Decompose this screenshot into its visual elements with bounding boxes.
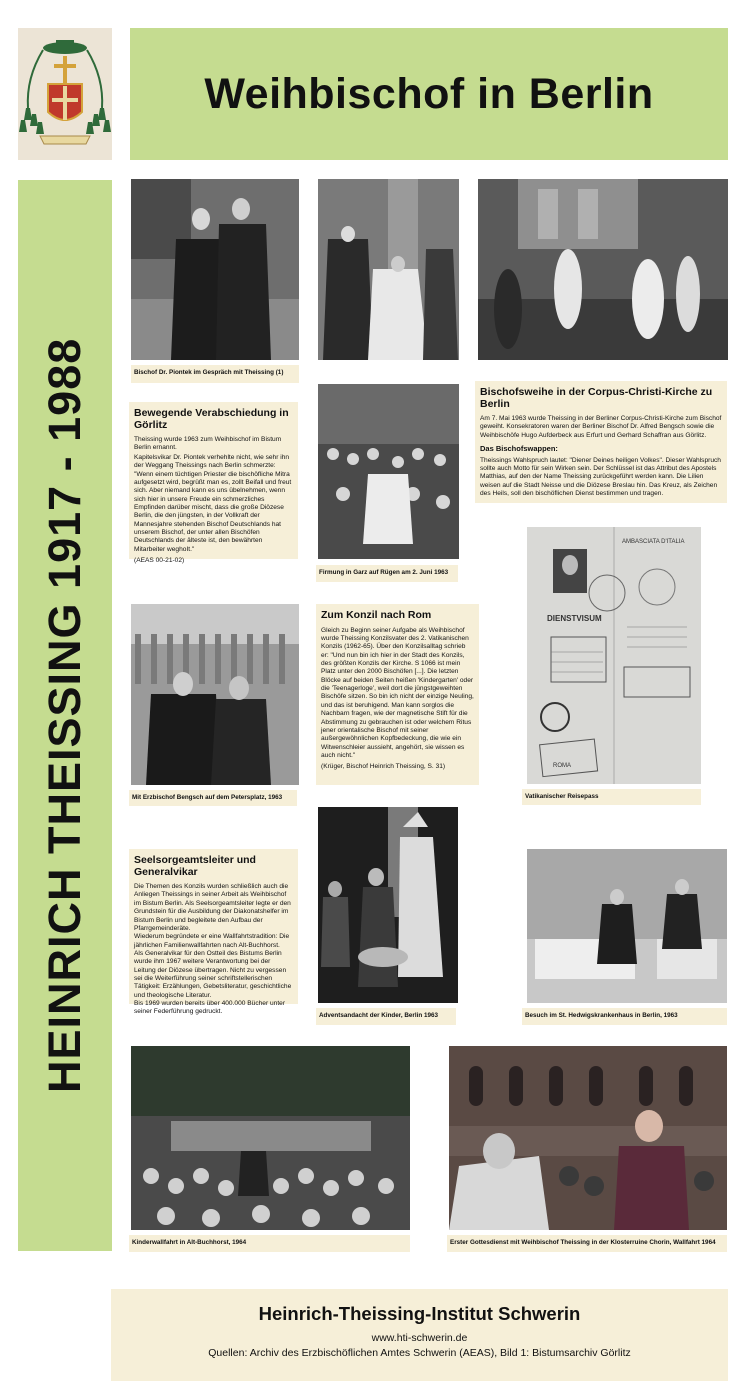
caption-1: Bischof Dr. Piontek im Gespräch mit Theissing (1) (131, 365, 299, 383)
paragraph: Gleich zu Beginn seiner Aufgabe als Weihbischof wurde Theissing Konzilsvater des 2. Vatikanischen Konzils (1962-65). Über den Konzilsalltag schrieb er: "Und nun bin ich hier in der Stadt des Konzils, des größten Konzils der Kirche. S 1066 ist mein Platz unter den 2000 Bischöfen [...]. Die letzten Blöcke auf beiden Seiten heißen 'Kindergarten' oder die 'Teenagerloge', weil dort die jüngstgeweihten Bischöfe sitzen. So bin ich nicht der einzige Neuling, und das ist beruhigend. Man kann sorglos die Nachbarn fragen, wie der magnetische Stift für die Abstimmung zu gebrauchen ist oder welchem Ritus jener orientalische Bischof mit seiner außergewöhnlichen Kopfbedeckung, die wie ein Witwenschleier aussieht, angehört, sie wissen es auch nicht." (321, 626, 474, 759)
text-seelsorge (129, 849, 298, 1016)
photo-klosterruine-chorin (449, 1046, 727, 1230)
footer (111, 1289, 728, 1381)
header-banner (130, 28, 728, 160)
passport-stamp-text: ROMA (553, 763, 571, 769)
footer-sources: Quellen: Archiv des Erzbischöflichen Amtes Schwerin (AEAS), Bild 1: Bistumsarchiv Görlitz (208, 1347, 631, 1359)
sidebar-vertical-title: HEINRICH THEISSING 1917 - 1988 (18, 180, 112, 1251)
page-title: Weihbischof in Berlin (204, 69, 654, 118)
source-note: (AEAS 00-21-02) (134, 557, 185, 565)
caption-3: Mit Erzbischof Bengsch auf dem Petersplatz, 1963 (129, 790, 297, 806)
photo-piontek-theissing (131, 179, 299, 360)
passport-header-text: AMBASCIATA D'ITALIA (622, 539, 685, 545)
text-verabschiedung (129, 402, 298, 565)
passport-visa-text: DIENSTVISUM (547, 614, 602, 623)
paragraph: Theissings Wahlspruch lautet: "Diener Deines heiligen Volkes". Dieser Wahlspruch sollte auch Motto für sein Wirken sein. Der Schlüssel ist das Attribut des Apostels Matthias, auf den der Name Theissing zurückgeführt werden kann. Die Lilien weisen auf die Stadt Neisse und die Diözese Breslau hin. Das Kreuz, als Zeichen des Heils, soll den bischöflichen Dienst bestimmen und tragen. (480, 456, 721, 498)
footer-url[interactable]: www.hti-schwerin.de (371, 1332, 468, 1344)
photo-consecration-church (478, 179, 728, 360)
paragraph: Wiederum begründete er eine Wallfahrtstradition: Die jährlichen Familienwallfahrten nach Alt-Buchhorst. (134, 933, 290, 949)
text-konzil (316, 604, 479, 785)
heading-konzil: Zum Konzil nach Rom (321, 609, 432, 621)
paragraph: Die Themen des Konzils wurden schließlich auch die Anliegen Theissings in seiner Arbeit als Weihbischof im Bistum Berlin. Als Seelsorgeamtsleiter legte er den Grundstein für die Ausbildung der Diakonatshelfer im Bistum Berlin und begleitete den Aufbau der Pfarrgemeinderäte. (134, 883, 291, 932)
source-note: (Krüger, Bischof Heinrich Theissing, S. 31) (321, 763, 446, 771)
photo-vatican-passport (527, 527, 701, 784)
caption-7: Kinderwallfahrt in Alt-Buchhorst, 1964 (129, 1235, 410, 1252)
text-bischofsweihe (475, 381, 727, 503)
paragraph: Am 7. Mai 1963 wurde Theissing in der Berliner Corpus-Christi-Kirche zum Bischof geweiht. Konsekratoren waren der Berliner Bischof Dr. Alfred Bengsch sowie die Weihbischöfe Hugo Aufderbeck aus Erfurt und Gerhard Schaffran aus Görlitz. (480, 415, 722, 439)
heading-seelsorge: Seelsorgeamtsleiter und Generalvikar (134, 854, 256, 878)
photo-bischofsweihe-altar (318, 179, 459, 360)
paragraph: Theissing wurde 1963 zum Weihbischof im Bistum Berlin ernannt. (134, 436, 282, 452)
caption-6: Besuch im St. Hedwigskrankenhaus in Berlin, 1963 (522, 1008, 727, 1025)
heading-verabschiedung: Bewegende Verabschiedung in Görlitz (134, 407, 289, 431)
subheading-wappen: Das Bischofswappen: (480, 444, 558, 454)
paragraph: Bis 1969 wurden bereits über 400.000 Bücher unter seiner Federführung gedruckt. (134, 1000, 286, 1016)
photo-adventsandacht (318, 807, 458, 1003)
photo-krankenhaus-besuch (527, 849, 727, 1003)
caption-8: Erster Gottesdienst mit Weihbischof Theissing in der Klosterruine Chorin, Wallfahrt 1964 (447, 1235, 727, 1252)
paragraph: Als Generalvikar für den Ostteil des Bistums Berlin wurde ihm 1967 weitere Verantwortung bei der Leitung der Diözese übertragen. Nicht zu vergessen sei die Weiterführung seiner schriftstellerischen Tätigkeit: Erzählungen, Gebetsliteratur, geschichtliche und theologische Literatur. (134, 949, 292, 999)
coat-of-arms (18, 28, 112, 160)
paragraph: Kapitelsvikar Dr. Piontek verhehlte nicht, wie sehr ihn der Weggang Theissings nach Berlin schmerzte: "Wenn einem tüchtigen Priester die bischöfliche Mitra aufgesetzt wird, begrüßt man es, zollt Beifall und freut sich. Aber niemand kann es uns übelnehmen, wenn sich hier in unsere Freude ein schmerzliches Empfinden darüber mischt, dass die große Diözese Berlin, die den jüngsten, in der Vollkraft der Mannesjahre stehenden Bischof Deutschlands hat unserem Bischof, der unter allen Bischöfen Deutschlands der älteste ist, den bewährten Mitarbeiter weghoIt." (134, 453, 292, 553)
caption-2: Firmung in Garz auf Rügen am 2. Juni 1963 (316, 565, 458, 582)
photo-kinderwallfahrt (131, 1046, 410, 1230)
caption-4: Vatikanischer Reisepass (522, 789, 701, 805)
footer-institute: Heinrich-Theissing-Institut Schwerin (258, 1303, 581, 1324)
photo-firmung-garz (318, 384, 459, 559)
photo-petersplatz (131, 604, 299, 785)
heading-bischofsweihe: Bischofsweihe in der Corpus-Christi-Kirche zu Berlin (480, 386, 713, 410)
caption-5: Adventsandacht der Kinder, Berlin 1963 (316, 1008, 456, 1025)
